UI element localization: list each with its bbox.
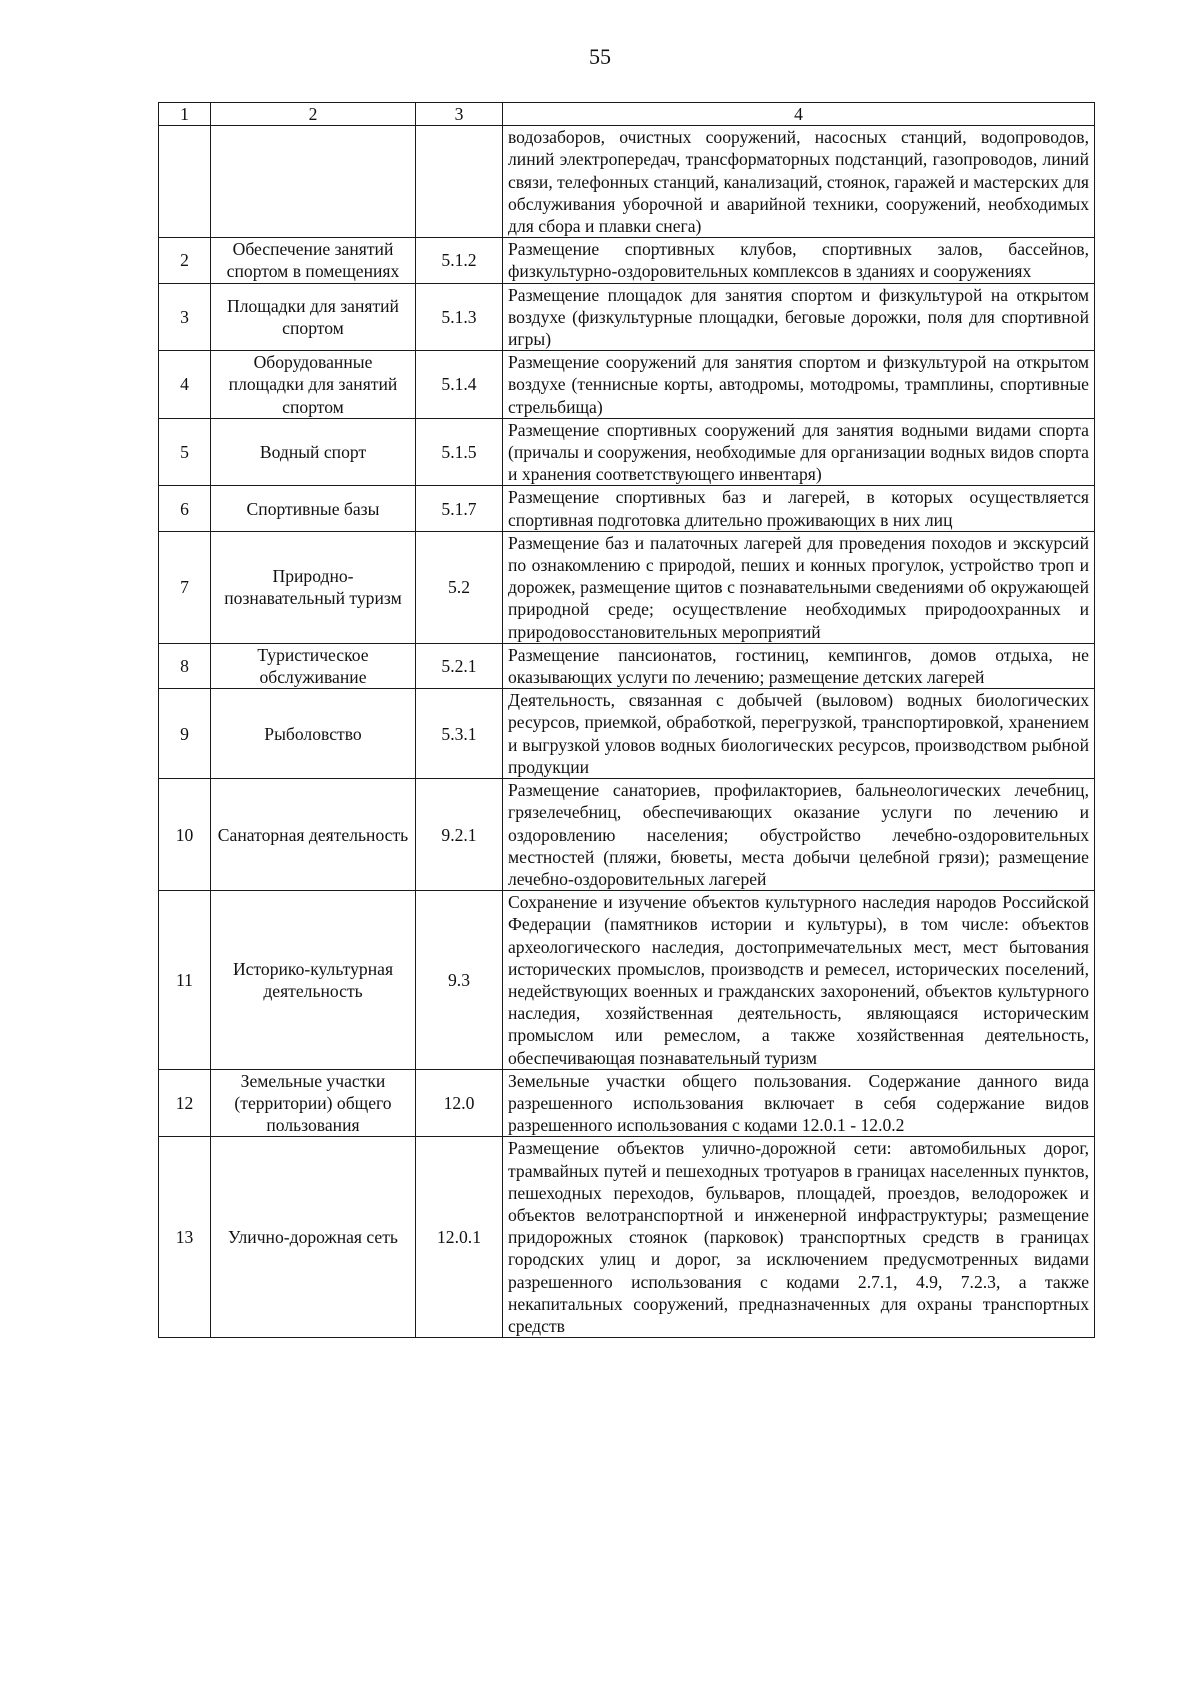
row-description: Размещение баз и палаточных лагерей для проведения походов и экскурсий по ознакомлению с природой, пеших и конных прогулок, устройство троп и дорожек, размещение щитов с познавательными сведениями об окружающей природной среде; осуществление необходимых природоохранных и природовосстановительных мероприятий bbox=[503, 531, 1095, 643]
table-row bbox=[159, 531, 1095, 643]
column-header: 4 bbox=[503, 103, 1095, 126]
row-description: Размещение площадок для занятия спортом и физкультурой на открытом воздухе (физкультурные площадки, беговые дорожки, поля для спортивной игры) bbox=[503, 283, 1095, 351]
row-name: Обеспечение занятий спортом в помещениях bbox=[211, 238, 416, 283]
row-number: 3 bbox=[159, 283, 211, 351]
table-row bbox=[159, 486, 1095, 531]
row-description: Сохранение и изучение объектов культурного наследия народов Российской Федерации (памятников истории и культуры), в том числе: объектов археологического наследия, достопримечательных мест, мест бытования исторических промыслов, производств и ремесел, исторических поселений, недействующих военных и гражданских захоронений, объектов культурного наследия, хозяйственная деятельность, являющаяся историческим промыслом или ремеслом, а также хозяйственная деятельность, обеспечивающая познавательный туризм bbox=[503, 891, 1095, 1070]
row-number: 9 bbox=[159, 689, 211, 779]
row-description: Размещение спортивных сооружений для занятия водными видами спорта (причалы и сооружения, необходимые для организации водных видов спорта и хранения соответствующего инвентаря) bbox=[503, 418, 1095, 486]
table-row bbox=[159, 779, 1095, 891]
row-code: 5.3.1 bbox=[416, 689, 503, 779]
row-name: Природно-познавательный туризм bbox=[211, 531, 416, 643]
row-name: Земельные участки (территории) общего пользования bbox=[211, 1069, 416, 1137]
row-number: 2 bbox=[159, 238, 211, 283]
row-description: Размещение сооружений для занятия спортом и физкультурой на открытом воздухе (теннисные корты, автодромы, мотодромы, трамплины, спортивные стрельбища) bbox=[503, 351, 1095, 419]
row-description: Деятельность, связанная с добычей (выловом) водных биологических ресурсов, приемкой, обработкой, перегрузкой, транспортировкой, хранением и выгрузкой уловов водных биологических ресурсов, производством рыбной продукции bbox=[503, 689, 1095, 779]
row-code: 5.1.5 bbox=[416, 418, 503, 486]
row-number: 8 bbox=[159, 643, 211, 688]
row-code: 9.3 bbox=[416, 891, 503, 1070]
land-use-table bbox=[158, 102, 1095, 1338]
row-name: Туристическое обслуживание bbox=[211, 643, 416, 688]
table-row bbox=[159, 283, 1095, 351]
row-description: Земельные участки общего пользования. Содержание данного вида разрешенного использования включает в себя содержание видов разрешенного использования с кодами 12.0.1 - 12.0.2 bbox=[503, 1069, 1095, 1137]
table-row bbox=[159, 351, 1095, 419]
column-header: 3 bbox=[416, 103, 503, 126]
row-name: Историко-культурная деятельность bbox=[211, 891, 416, 1070]
row-number: 13 bbox=[159, 1137, 211, 1338]
row-number: 5 bbox=[159, 418, 211, 486]
row-description: Размещение спортивных баз и лагерей, в которых осуществляется спортивная подготовка длительно проживающих в них лиц bbox=[503, 486, 1095, 531]
row-code: 12.0 bbox=[416, 1069, 503, 1137]
page-number: 55 bbox=[589, 44, 611, 69]
row-name: Оборудованные площадки для занятий спортом bbox=[211, 351, 416, 419]
row-code bbox=[416, 126, 503, 238]
row-number: 10 bbox=[159, 779, 211, 891]
row-name: Улично-дорожная сеть bbox=[211, 1137, 416, 1338]
row-code: 5.1.7 bbox=[416, 486, 503, 531]
row-description: Размещение объектов улично-дорожной сети: автомобильных дорог, трамвайных путей и пешеходных тротуаров в границах населенных пунктов, пешеходных переходов, бульваров, площадей, проездов, велодорожек и объектов велотранспортной и инженерной инфраструктуры; размещение придорожных стоянок (парковок) транспортных средств в границах городских улиц и дорог, за исключением предусмотренных видами разрешенного использования с кодами 2.7.1, 4.9, 7.2.3, а также некапитальных сооружений, предназначенных для охраны транспортных средств bbox=[503, 1137, 1095, 1338]
table-row bbox=[159, 126, 1095, 238]
table-row bbox=[159, 238, 1095, 283]
header-row bbox=[159, 103, 1095, 126]
row-name: Водный спорт bbox=[211, 418, 416, 486]
row-code: 9.2.1 bbox=[416, 779, 503, 891]
table-row bbox=[159, 643, 1095, 688]
table-row bbox=[159, 1137, 1095, 1338]
row-name: Спортивные базы bbox=[211, 486, 416, 531]
row-code: 5.1.4 bbox=[416, 351, 503, 419]
row-code: 12.0.1 bbox=[416, 1137, 503, 1338]
row-name: Рыболовство bbox=[211, 689, 416, 779]
row-description: водозаборов, очистных сооружений, насосных станций, водопроводов, линий электропередач, трансформаторных подстанций, газопроводов, линий связи, телефонных станций, канализаций, стоянок, гаражей и мастерских для обслуживания уборочной и аварийной техники, сооружений, необходимых для сбора и плавки снега) bbox=[503, 126, 1095, 238]
row-code: 5.2 bbox=[416, 531, 503, 643]
table-row bbox=[159, 891, 1095, 1070]
row-number: 11 bbox=[159, 891, 211, 1070]
column-header: 2 bbox=[211, 103, 416, 126]
row-description: Размещение спортивных клубов, спортивных залов, бассейнов, физкультурно-оздоровительных комплексов в зданиях и сооружениях bbox=[503, 238, 1095, 283]
row-number: 6 bbox=[159, 486, 211, 531]
row-name: Площадки для занятий спортом bbox=[211, 283, 416, 351]
column-header: 1 bbox=[159, 103, 211, 126]
table-row bbox=[159, 689, 1095, 779]
row-name bbox=[211, 126, 416, 238]
table-row bbox=[159, 1069, 1095, 1137]
row-number: 7 bbox=[159, 531, 211, 643]
table-row bbox=[159, 418, 1095, 486]
row-code: 5.1.3 bbox=[416, 283, 503, 351]
row-number bbox=[159, 126, 211, 238]
row-number: 4 bbox=[159, 351, 211, 419]
row-description: Размещение пансионатов, гостиниц, кемпингов, домов отдыха, не оказывающих услуги по лечению; размещение детских лагерей bbox=[503, 643, 1095, 688]
row-code: 5.1.2 bbox=[416, 238, 503, 283]
row-description: Размещение санаториев, профилакториев, бальнеологических лечебниц, грязелечебниц, обеспечивающих оказание услуги по лечению и оздоровлению населения; обустройство лечебно-оздоровительных местностей (пляжи, бюветы, места добычи целебной грязи); размещение лечебно-оздоровительных лагерей bbox=[503, 779, 1095, 891]
row-code: 5.2.1 bbox=[416, 643, 503, 688]
row-name: Санаторная деятельность bbox=[211, 779, 416, 891]
row-number: 12 bbox=[159, 1069, 211, 1137]
